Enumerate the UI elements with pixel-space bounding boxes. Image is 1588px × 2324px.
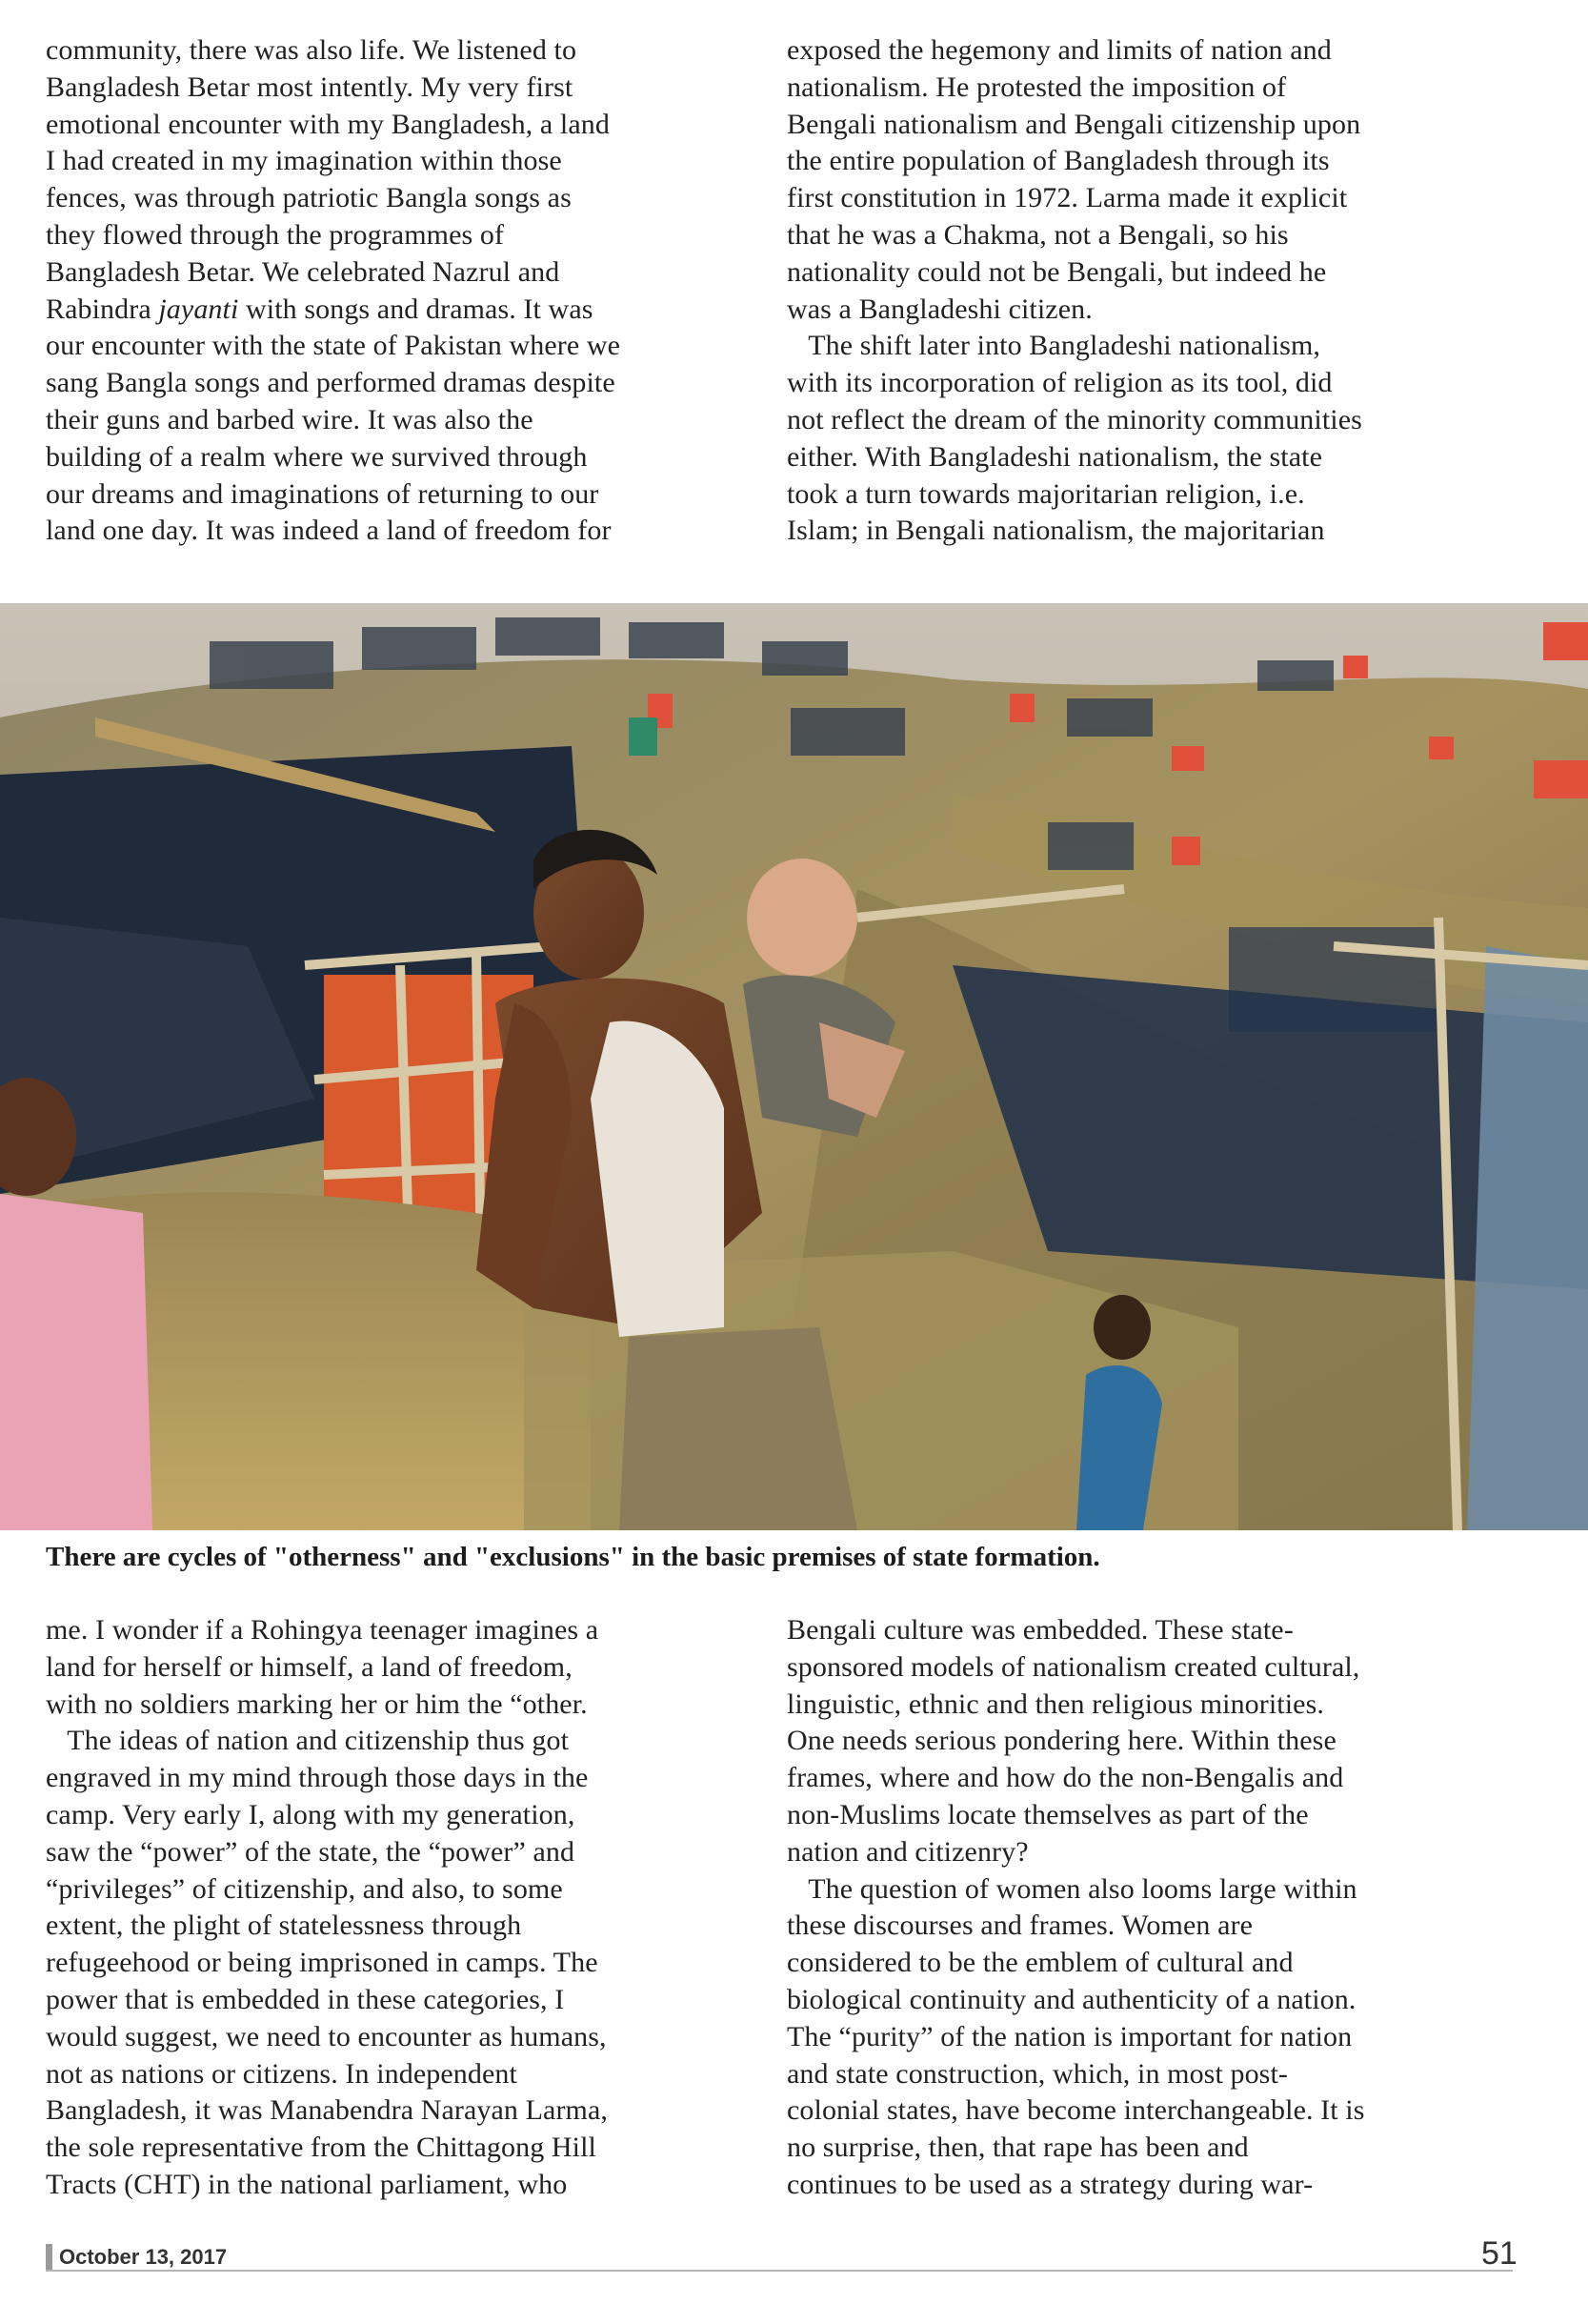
text-line: emotional encounter with my Bangladesh, a land: [46, 108, 610, 140]
text-line: Bengali culture was embedded. These state-: [787, 1614, 1294, 1646]
photo-caption: There are cycles of "otherness" and "exclusions" in the basic premises of state formation.: [46, 1542, 1100, 1572]
text-segment: Rabindra: [46, 293, 159, 325]
text-line: building of a realm where we survived through: [46, 440, 588, 473]
text-line: they flowed through the programmes of: [46, 218, 505, 251]
text-line: me. I wonder if a Rohingya teenager imagines a: [46, 1614, 599, 1646]
text-line: land one day. It was indeed a land of freedom for: [46, 515, 612, 547]
text-line: extent, the plight of statelessness through: [46, 1910, 522, 1942]
text-line: nationality could not be Bengali, but indeed he: [787, 255, 1327, 288]
text-line: was a Bangladeshi citizen.: [787, 293, 1093, 325]
text-line: biological continuity and authenticity of a nation.: [787, 1983, 1357, 2015]
text-line: Bangladesh Betar most intently. My very first: [46, 71, 573, 103]
text-line: either. With Bangladeshi nationalism, the state: [787, 440, 1322, 473]
text-line: community, there was also life. We listened to: [46, 34, 577, 66]
text-line: and state construction, which, in most post-: [787, 2057, 1288, 2090]
text-line: that he was a Chakma, not a Bengali, so his: [787, 218, 1289, 251]
text-line: [46, 292, 620, 329]
text-line: “privileges” of citizenship, and also, to some: [46, 1872, 563, 1905]
text-line: no surprise, then, that rape has been and: [787, 2132, 1249, 2164]
text-line: saw the “power” of the state, the “power” and: [46, 1835, 575, 1868]
text-line: linguistic, ethnic and then religious minorities.: [787, 1687, 1324, 1720]
text-line: exposed the hegemony and limits of nation and: [787, 34, 1332, 66]
text-line: first constitution in 1972. Larma made it explicit: [787, 182, 1348, 214]
text-line: I had created in my imagination within those: [46, 145, 562, 177]
text-line: not as nations or citizens. In independent: [46, 2057, 517, 2090]
text-line: The “purity” of the nation is important for nation: [787, 2020, 1353, 2052]
text-line: power that is embedded in these categories, I: [46, 1983, 565, 2015]
text-line: with no soldiers marking her or him the “other.: [46, 1687, 588, 1720]
text-line: frames, where and how do the non-Bengalis and: [787, 1762, 1344, 1794]
text-line: Bengali nationalism and Bengali citizenship upon: [787, 108, 1361, 140]
text-line: Bangladesh, it was Manabendra Narayan Larma,: [46, 2094, 609, 2127]
text-line: continues to be used as a strategy during war-: [787, 2168, 1314, 2200]
text-line: the entire population of Bangladesh through its: [787, 145, 1330, 177]
text-line: non-Muslims locate themselves as part of the: [787, 1798, 1309, 1830]
footer-bar: [46, 2244, 52, 2271]
text-line: land for herself or himself, a land of freedom,: [46, 1650, 573, 1683]
text-line: not reflect the dream of the minority communities: [787, 403, 1362, 435]
footer-date: October 13, 2017: [59, 2245, 228, 2269]
text-line: considered to be the emblem of cultural and: [787, 1947, 1294, 1979]
italic-word: jayanti: [158, 293, 239, 325]
text-line: fences, was through patriotic Bangla songs as: [46, 182, 572, 214]
text-line: the sole representative from the Chittagong Hill: [46, 2132, 596, 2164]
text-line: Bangladesh Betar. We celebrated Nazrul and: [46, 255, 560, 288]
text-line: our dreams and imaginations of returning to our: [46, 477, 599, 510]
text-line: these discourses and frames. Women are: [787, 1910, 1253, 1942]
text-line: nationalism. He protested the imposition of: [787, 71, 1287, 103]
text-line: camp. Very early I, along with my generation,: [46, 1798, 575, 1830]
text-line: sponsored models of nationalism created cultural,: [787, 1650, 1360, 1683]
column-bottom-left: [46, 1612, 608, 2204]
text-line: colonial states, have become interchangeable. It is: [787, 2094, 1365, 2127]
text-line: The shift later into Bangladeshi nationalism,: [787, 330, 1320, 362]
text-line: would suggest, we need to encounter as humans,: [46, 2020, 607, 2052]
text-segment: with songs and dramas. It was: [238, 293, 593, 325]
text-line: The question of women also looms large within: [787, 1872, 1357, 1905]
column-top-left: [46, 32, 620, 550]
column-top-right: [787, 32, 1362, 550]
column-bottom-right: [787, 1612, 1365, 2204]
text-line: engraved in my mind through those days in the: [46, 1762, 589, 1794]
text-line: their guns and barbed wire. It was also the: [46, 403, 533, 435]
article-photo: [0, 603, 1588, 1530]
text-line: The ideas of nation and citizenship thus got: [46, 1725, 570, 1757]
page-number: 51: [1481, 2235, 1518, 2272]
text-line: with its incorporation of religion as its tool, did: [787, 367, 1333, 399]
text-line: nation and citizenry?: [787, 1835, 1029, 1868]
text-line: Tracts (CHT) in the national parliament, who: [46, 2168, 568, 2200]
text-line: sang Bangla songs and performed dramas despite: [46, 367, 615, 399]
text-line: took a turn towards majoritarian religion, i.e.: [787, 477, 1305, 510]
text-line: One needs serious pondering here. Within these: [787, 1725, 1337, 1757]
text-line: Islam; in Bengali nationalism, the majoritarian: [787, 515, 1325, 547]
footer-rule: [46, 2270, 1513, 2272]
text-line: our encounter with the state of Pakistan where we: [46, 330, 621, 362]
text-line: refugeehood or being imprisoned in camps. The: [46, 1947, 598, 1979]
